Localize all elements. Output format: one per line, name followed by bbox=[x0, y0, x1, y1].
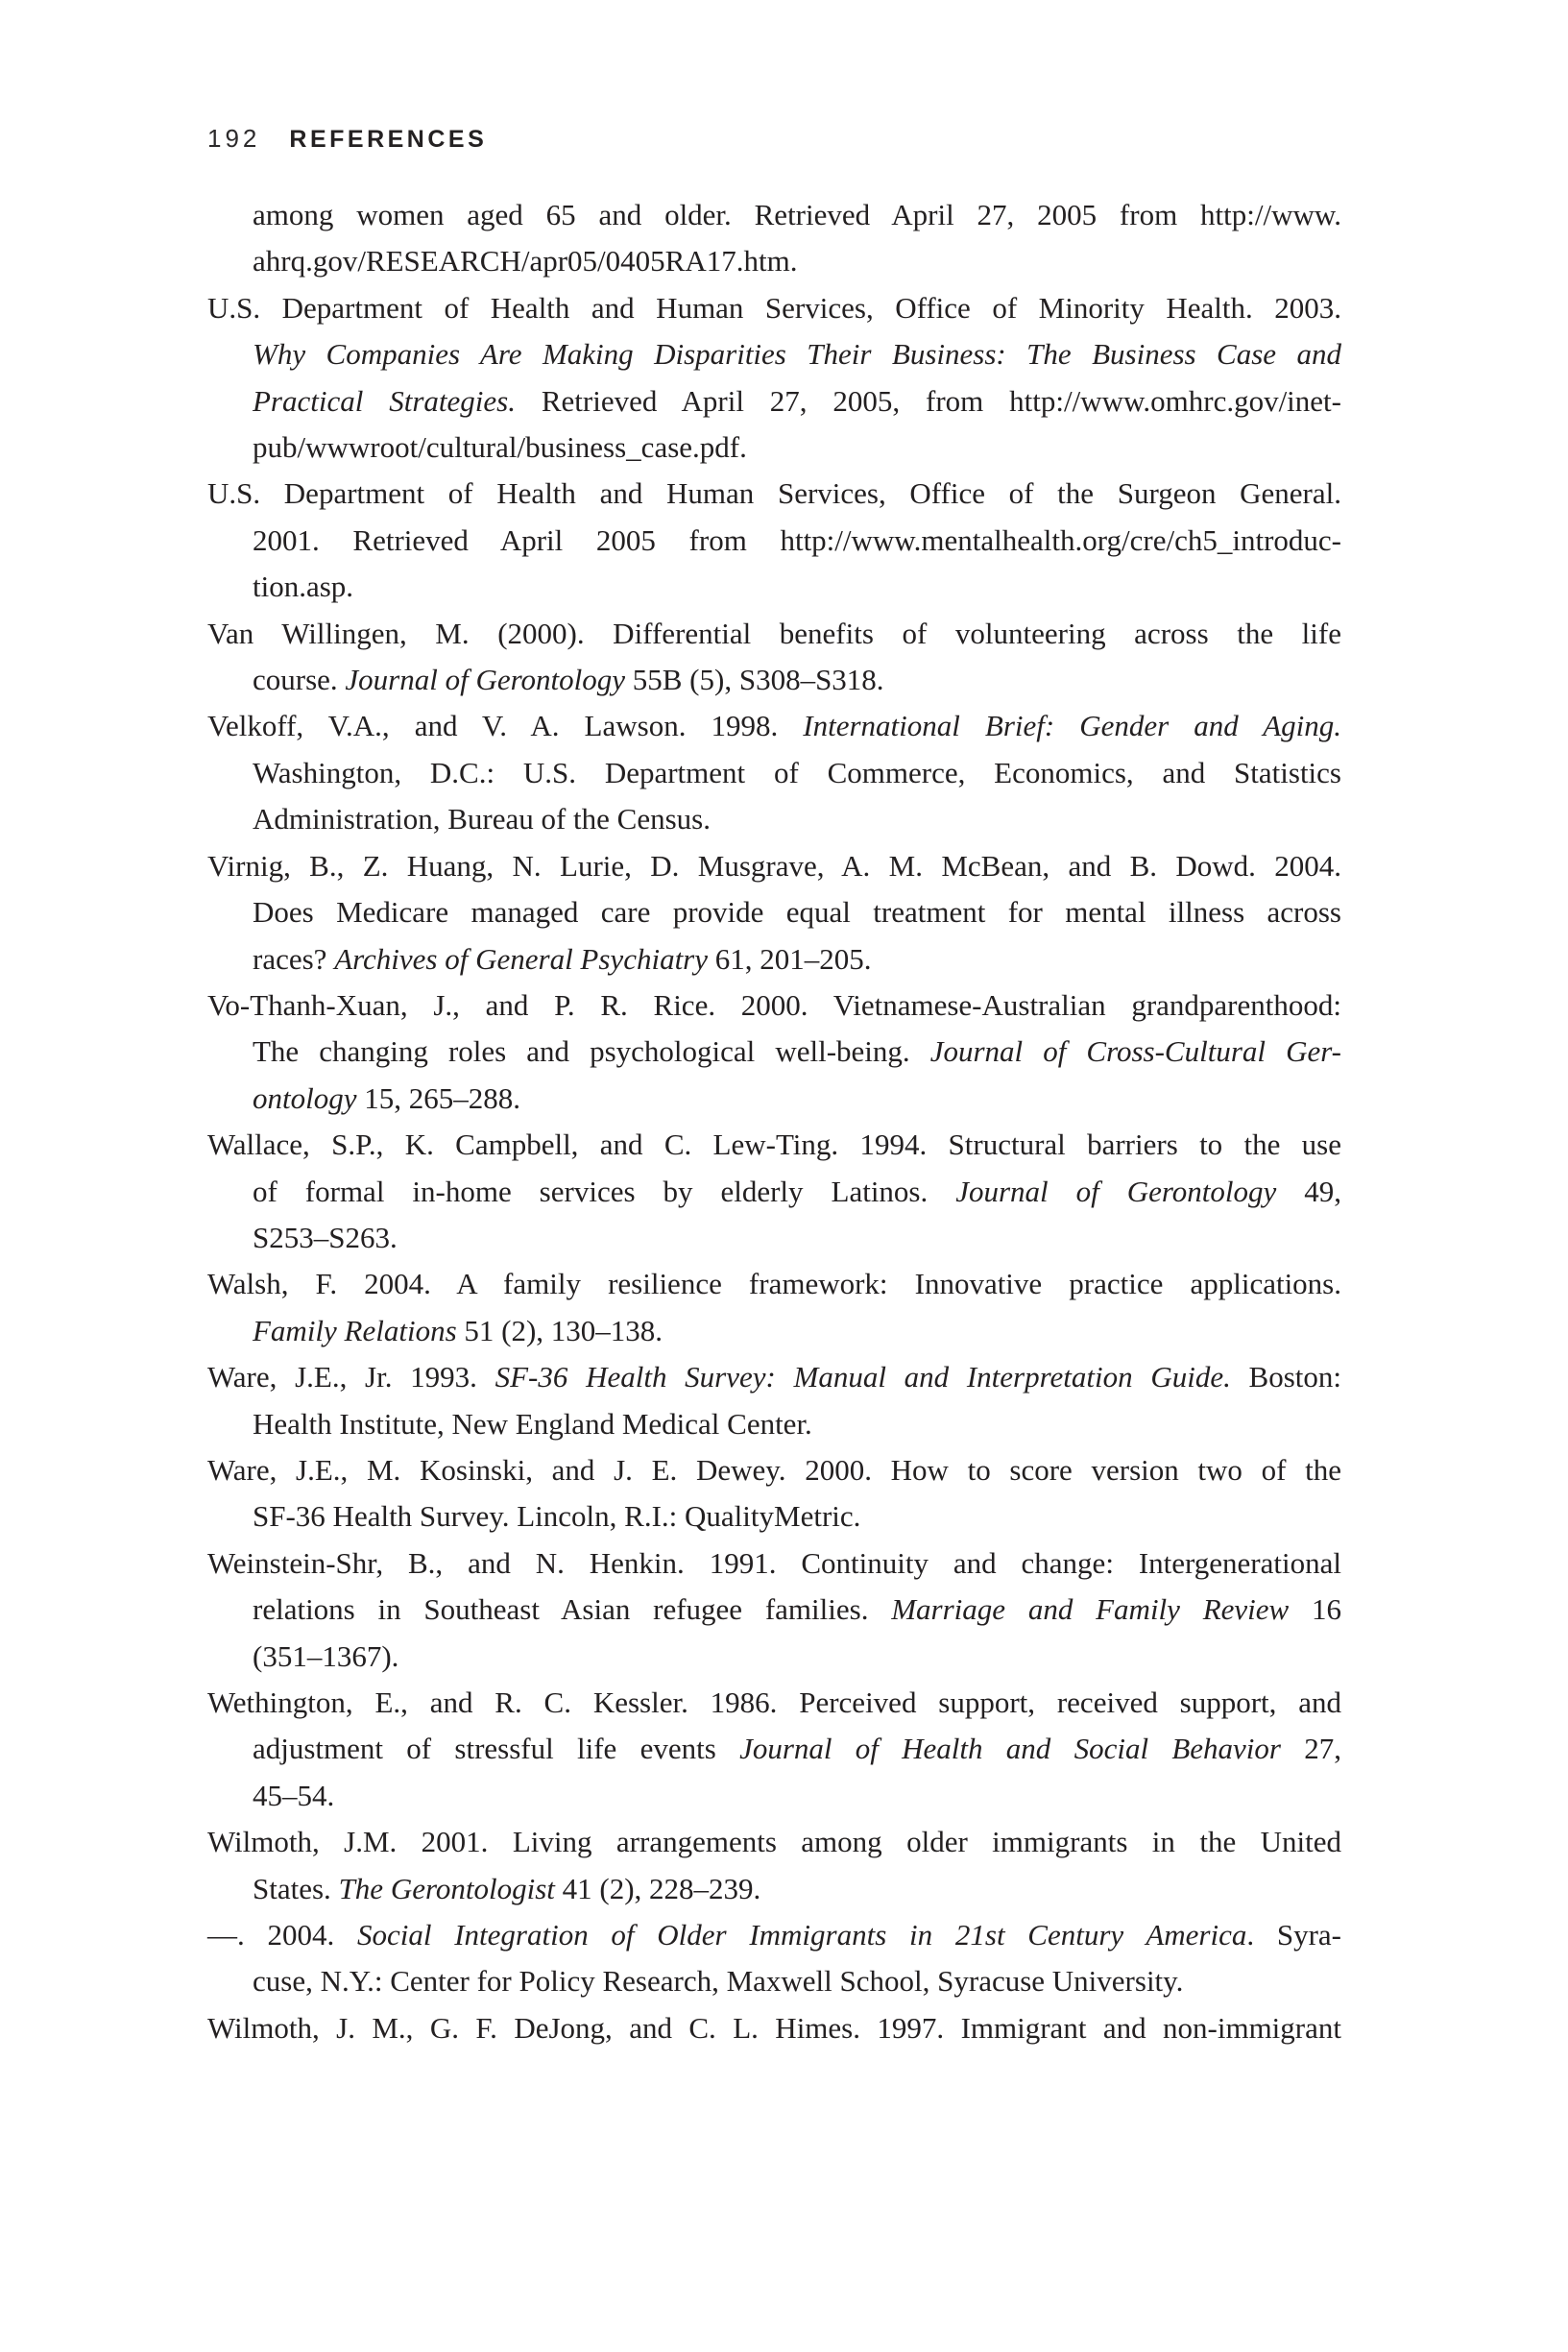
reference-line bbox=[207, 1587, 1341, 1633]
reference-segment: of formal in-home services by elderly Latinos. bbox=[253, 1174, 956, 1208]
reference-entry bbox=[207, 611, 1341, 704]
reference-segment: Ware, J.E., Jr. 1993. bbox=[207, 1360, 495, 1394]
reference-segment: Vo-Thanh-Xuan, J., and P. R. Rice. 2000. Vietnamese-Australian grandparenthood: bbox=[207, 987, 1341, 1022]
reference-entry bbox=[207, 1447, 1341, 1540]
reference-entry bbox=[207, 2005, 1341, 2051]
reference-segment-italic: Journal of Health and Social Behavior bbox=[739, 1732, 1281, 1766]
section-title: REFERENCES bbox=[289, 126, 488, 153]
reference-segment: Does Medicare managed care provide equal treatment for mental illness across bbox=[253, 895, 1341, 930]
reference-segment: (351–1367). bbox=[253, 1638, 399, 1673]
reference-line bbox=[207, 285, 1341, 331]
reference-line bbox=[207, 1169, 1341, 1215]
reference-segment: Administration, Bureau of the Census. bbox=[253, 802, 711, 837]
reference-line bbox=[207, 1866, 1341, 1912]
page-number: 192 bbox=[207, 124, 261, 153]
reference-segment: U.S. Department of Health and Human Services, Office of Minority Health. 2003. bbox=[207, 290, 1341, 325]
reference-segment: States. bbox=[253, 1871, 339, 1905]
reference-entry bbox=[207, 1540, 1341, 1680]
reference-segment: 55B (5), S308–S318. bbox=[625, 663, 884, 697]
reference-segment-italic: SF-36 Health Survey: Manual and Interpretation Guide. bbox=[495, 1360, 1231, 1394]
reference-entry bbox=[207, 1261, 1341, 1354]
reference-segment: Wallace, S.P., K. Campbell, and C. Lew-Ting. 1994. Structural barriers to the use bbox=[207, 1128, 1341, 1162]
reference-segment: cuse, N.Y.: Center for Policy Research, Maxwell School, Syracuse University. bbox=[253, 1964, 1184, 1999]
reference-segment: 61, 201–205. bbox=[708, 941, 872, 976]
reference-segment: SF-36 Health Survey. Lincoln, R.I.: QualityMetric. bbox=[253, 1499, 861, 1534]
reference-segment: S253–S263. bbox=[253, 1220, 398, 1254]
reference-segment-italic: Why Companies Are Making Disparities Their Business: The Business Case and bbox=[253, 337, 1341, 372]
reference-segment: Washington, D.C.: U.S. Department of Commerce, Economics, and Statistics bbox=[253, 755, 1341, 789]
reference-segment: races? bbox=[253, 941, 335, 976]
reference-segment: . Syra- bbox=[1246, 1918, 1341, 1952]
reference-line bbox=[207, 1308, 1341, 1354]
reference-segment-italic: Marriage and Family Review bbox=[891, 1592, 1290, 1627]
reference-segment: Wilmoth, J.M. 2001. Living arrangements among older immigrants in the United bbox=[207, 1825, 1341, 1859]
reference-line bbox=[207, 378, 1341, 424]
reference-entry bbox=[207, 843, 1341, 982]
reference-segment: Retrieved April 27, 2005, from http://www.omhrc.gov/inet- bbox=[515, 383, 1341, 418]
reference-line bbox=[207, 1540, 1341, 1587]
reference-segment: Ware, J.E., M. Kosinski, and J. E. Dewey. 2000. How to score version two of the bbox=[207, 1452, 1341, 1487]
reference-segment-italic: Family Relations bbox=[253, 1313, 457, 1347]
reference-segment: Walsh, F. 2004. A family resilience framework: Innovative practice applications. bbox=[207, 1267, 1341, 1301]
reference-line bbox=[207, 750, 1341, 796]
reference-line bbox=[207, 564, 1341, 610]
reference-entry bbox=[207, 192, 1341, 285]
reference-line bbox=[207, 2005, 1341, 2051]
reference-segment: 15, 265–288. bbox=[356, 1080, 520, 1115]
reference-segment: 45–54. bbox=[253, 1778, 335, 1812]
reference-line bbox=[207, 936, 1341, 982]
reference-line bbox=[207, 1354, 1341, 1400]
reference-line bbox=[207, 1261, 1341, 1307]
reference-segment: Health Institute, New England Medical Center. bbox=[253, 1406, 812, 1441]
running-head bbox=[207, 124, 487, 154]
reference-segment: 49, bbox=[1276, 1174, 1342, 1208]
reference-line bbox=[207, 1493, 1341, 1540]
reference-line bbox=[207, 1122, 1341, 1168]
reference-line bbox=[207, 331, 1341, 377]
reference-line bbox=[207, 1401, 1341, 1447]
reference-entry bbox=[207, 1354, 1341, 1447]
reference-segment: Velkoff, V.A., and V. A. Lawson. 1998. bbox=[207, 709, 804, 743]
reference-line bbox=[207, 238, 1341, 284]
reference-line bbox=[207, 424, 1341, 471]
reference-line bbox=[207, 1447, 1341, 1493]
reference-entry bbox=[207, 982, 1341, 1122]
reference-line bbox=[207, 889, 1341, 935]
reference-line bbox=[207, 1029, 1341, 1075]
reference-line bbox=[207, 1726, 1341, 1772]
reference-segment: pub/wwwroot/cultural/business_case.pdf. bbox=[253, 430, 747, 465]
references-list bbox=[207, 192, 1341, 2051]
reference-segment-italic: Archives of General Psychiatry bbox=[334, 941, 709, 976]
reference-segment-italic: The Gerontologist bbox=[338, 1871, 555, 1905]
reference-entry bbox=[207, 703, 1341, 842]
reference-segment-italic: Social Integration of Older Immigrants in 21st Century America bbox=[356, 1918, 1247, 1952]
reference-line bbox=[207, 1912, 1341, 1958]
reference-segment: The changing roles and psychological well-being. bbox=[253, 1034, 930, 1069]
reference-segment: 2001. Retrieved April 2005 from http://www.mentalhealth.org/cre/ch5_introduc- bbox=[253, 522, 1341, 557]
reference-line bbox=[207, 1634, 1341, 1680]
reference-line bbox=[207, 796, 1341, 842]
reference-segment: 41 (2), 228–239. bbox=[554, 1871, 761, 1905]
reference-line bbox=[207, 1773, 1341, 1819]
reference-entry bbox=[207, 1819, 1341, 1912]
reference-entry bbox=[207, 1912, 1341, 2005]
reference-segment: ahrq.gov/RESEARCH/apr05/0405RA17.htm. bbox=[253, 244, 798, 279]
reference-line bbox=[207, 982, 1341, 1029]
reference-segment: Van Willingen, M. (2000). Differential benefits of volunteering across the life bbox=[207, 616, 1341, 650]
reference-line bbox=[207, 1215, 1341, 1261]
reference-segment: Weinstein-Shr, B., and N. Henkin. 1991. Continuity and change: Intergenerational bbox=[207, 1545, 1341, 1580]
reference-segment-italic: Journal of Gerontology bbox=[955, 1174, 1277, 1208]
reference-line bbox=[207, 843, 1341, 889]
reference-entry bbox=[207, 1680, 1341, 1819]
reference-entry bbox=[207, 1122, 1341, 1261]
reference-line bbox=[207, 703, 1341, 749]
reference-segment: Wilmoth, J. M., G. F. DeJong, and C. L. Himes. 1997. Immigrant and non-immigrant bbox=[207, 2010, 1341, 2045]
reference-line bbox=[207, 1819, 1341, 1865]
reference-line bbox=[207, 611, 1341, 657]
reference-segment: among women aged 65 and older. Retrieved April 27, 2005 from http://www. bbox=[253, 198, 1341, 231]
reference-segment-italic: ontology bbox=[253, 1080, 357, 1115]
reference-entry bbox=[207, 285, 1341, 472]
reference-segment: Boston: bbox=[1230, 1360, 1342, 1394]
reference-line bbox=[207, 518, 1341, 564]
reference-segment: 16 bbox=[1289, 1592, 1341, 1627]
reference-line bbox=[207, 471, 1341, 517]
reference-segment: 51 (2), 130–138. bbox=[456, 1313, 663, 1347]
reference-line bbox=[207, 1076, 1341, 1122]
reference-segment: 27, bbox=[1280, 1732, 1342, 1766]
reference-segment: U.S. Department of Health and Human Services, Office of the Surgeon General. bbox=[207, 476, 1341, 511]
reference-segment: tion.asp. bbox=[253, 570, 354, 604]
reference-segment-italic: International Brief: Gender and Aging. bbox=[803, 709, 1341, 743]
reference-segment: Wethington, E., and R. C. Kessler. 1986. Perceived support, received support, and bbox=[207, 1685, 1341, 1719]
reference-entry bbox=[207, 471, 1341, 610]
reference-line bbox=[207, 657, 1341, 703]
reference-segment: —. 2004. bbox=[207, 1918, 357, 1952]
reference-line bbox=[207, 192, 1341, 238]
reference-segment-italic: Journal of Gerontology bbox=[345, 663, 625, 697]
reference-segment-italic: Practical Strategies. bbox=[253, 383, 516, 418]
reference-segment: Virnig, B., Z. Huang, N. Lurie, D. Musgrave, A. M. McBean, and B. Dowd. 2004. bbox=[207, 848, 1341, 883]
reference-segment: adjustment of stressful life events bbox=[253, 1732, 740, 1766]
reference-line bbox=[207, 1958, 1341, 2004]
reference-line bbox=[207, 1680, 1341, 1726]
reference-segment: course. bbox=[253, 663, 346, 697]
reference-segment-italic: Journal of Cross-Cultural Ger- bbox=[929, 1034, 1341, 1069]
reference-segment: relations in Southeast Asian refugee families. bbox=[253, 1592, 892, 1627]
